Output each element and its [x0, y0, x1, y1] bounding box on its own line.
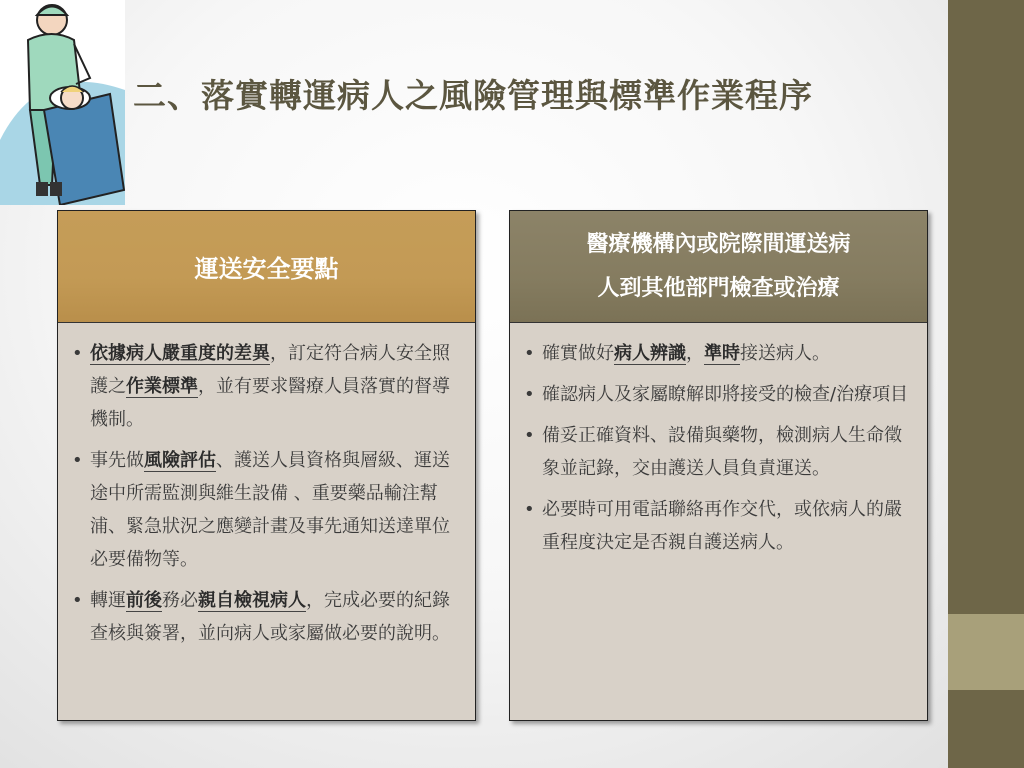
bullet-item	[524, 337, 913, 370]
bullet-item	[72, 584, 461, 650]
emphasized-text: 作業標準	[126, 376, 198, 397]
left-panel	[57, 210, 476, 721]
bullet-text: 必要時可用電話聯絡再作交代，或依病人的嚴重程度決定是否親自護送病人。	[542, 499, 902, 553]
emphasized-text: 前後	[126, 590, 162, 611]
emphasized-text: 親自檢視病人	[198, 590, 306, 611]
bullet-text: ，	[686, 343, 704, 364]
right-panel-header-line2: 人到其他部門檢查或治療	[597, 275, 840, 301]
right-panel-body	[510, 323, 927, 559]
bullet-item	[72, 444, 461, 576]
bullet-dot-icon: •	[524, 343, 535, 364]
emphasized-text: 依據病人嚴重度的差異	[90, 343, 270, 364]
emphasized-text: 病人辨識	[614, 343, 686, 364]
bullet-item	[524, 419, 913, 485]
bullet-text: 備妥正確資料、設備與藥物，檢測病人生命徵象並記錄，交由護送人員負責運送。	[542, 425, 902, 479]
right-panel-header	[510, 211, 927, 323]
bullet-text: 接送病人。	[740, 343, 830, 364]
bullet-item	[524, 378, 913, 411]
bullet-dot-icon: •	[524, 384, 535, 405]
bullet-text: ，並有要求醫療人員落實的督導機制。	[90, 376, 450, 430]
bullet-item	[524, 493, 913, 559]
bullet-text: ，完成必要的紀錄查核與簽署，並向病人或家屬做必要的說明。	[90, 590, 450, 644]
bullet-text: ，訂定符合病人安全照護之	[90, 343, 450, 397]
emphasized-text: 風險評估	[144, 450, 216, 471]
emphasized-text: 準時	[704, 343, 740, 364]
bullet-dot-icon: •	[524, 425, 535, 446]
right-panel-header-line1: 醫療機構內或院際間運送病	[586, 231, 851, 257]
bullet-dot-icon: •	[72, 450, 83, 471]
bullet-dot-icon: •	[72, 343, 83, 364]
bullet-item	[72, 337, 461, 436]
nurse-with-patient-on-stretcher-icon	[0, 0, 125, 205]
bullet-text: 轉運	[90, 590, 126, 611]
bullet-text: 務必	[162, 590, 198, 611]
left-panel-body	[58, 323, 475, 650]
side-accent-block	[948, 614, 1024, 690]
bullet-dot-icon: •	[72, 590, 83, 611]
right-panel	[509, 210, 928, 721]
bullet-text: 確認病人及家屬瞭解即將接受的檢查/治療項目	[542, 384, 909, 405]
left-panel-header	[58, 211, 475, 323]
bullet-text: 、護送人員資格與層級、運送途中所需監測與維生設備 、重要藥品輸注幫浦、緊急狀況之應變計畫及事先通知送達單位必要備物等。	[90, 450, 450, 570]
bullet-text: 確實做好	[542, 343, 614, 364]
page-title: 二、落實轉運病人之風險管理與標準作業程序	[133, 76, 813, 115]
bullet-text: 事先做	[90, 450, 144, 471]
bullet-dot-icon: •	[524, 499, 535, 520]
left-panel-header-text: 運送安全要點	[194, 255, 339, 283]
